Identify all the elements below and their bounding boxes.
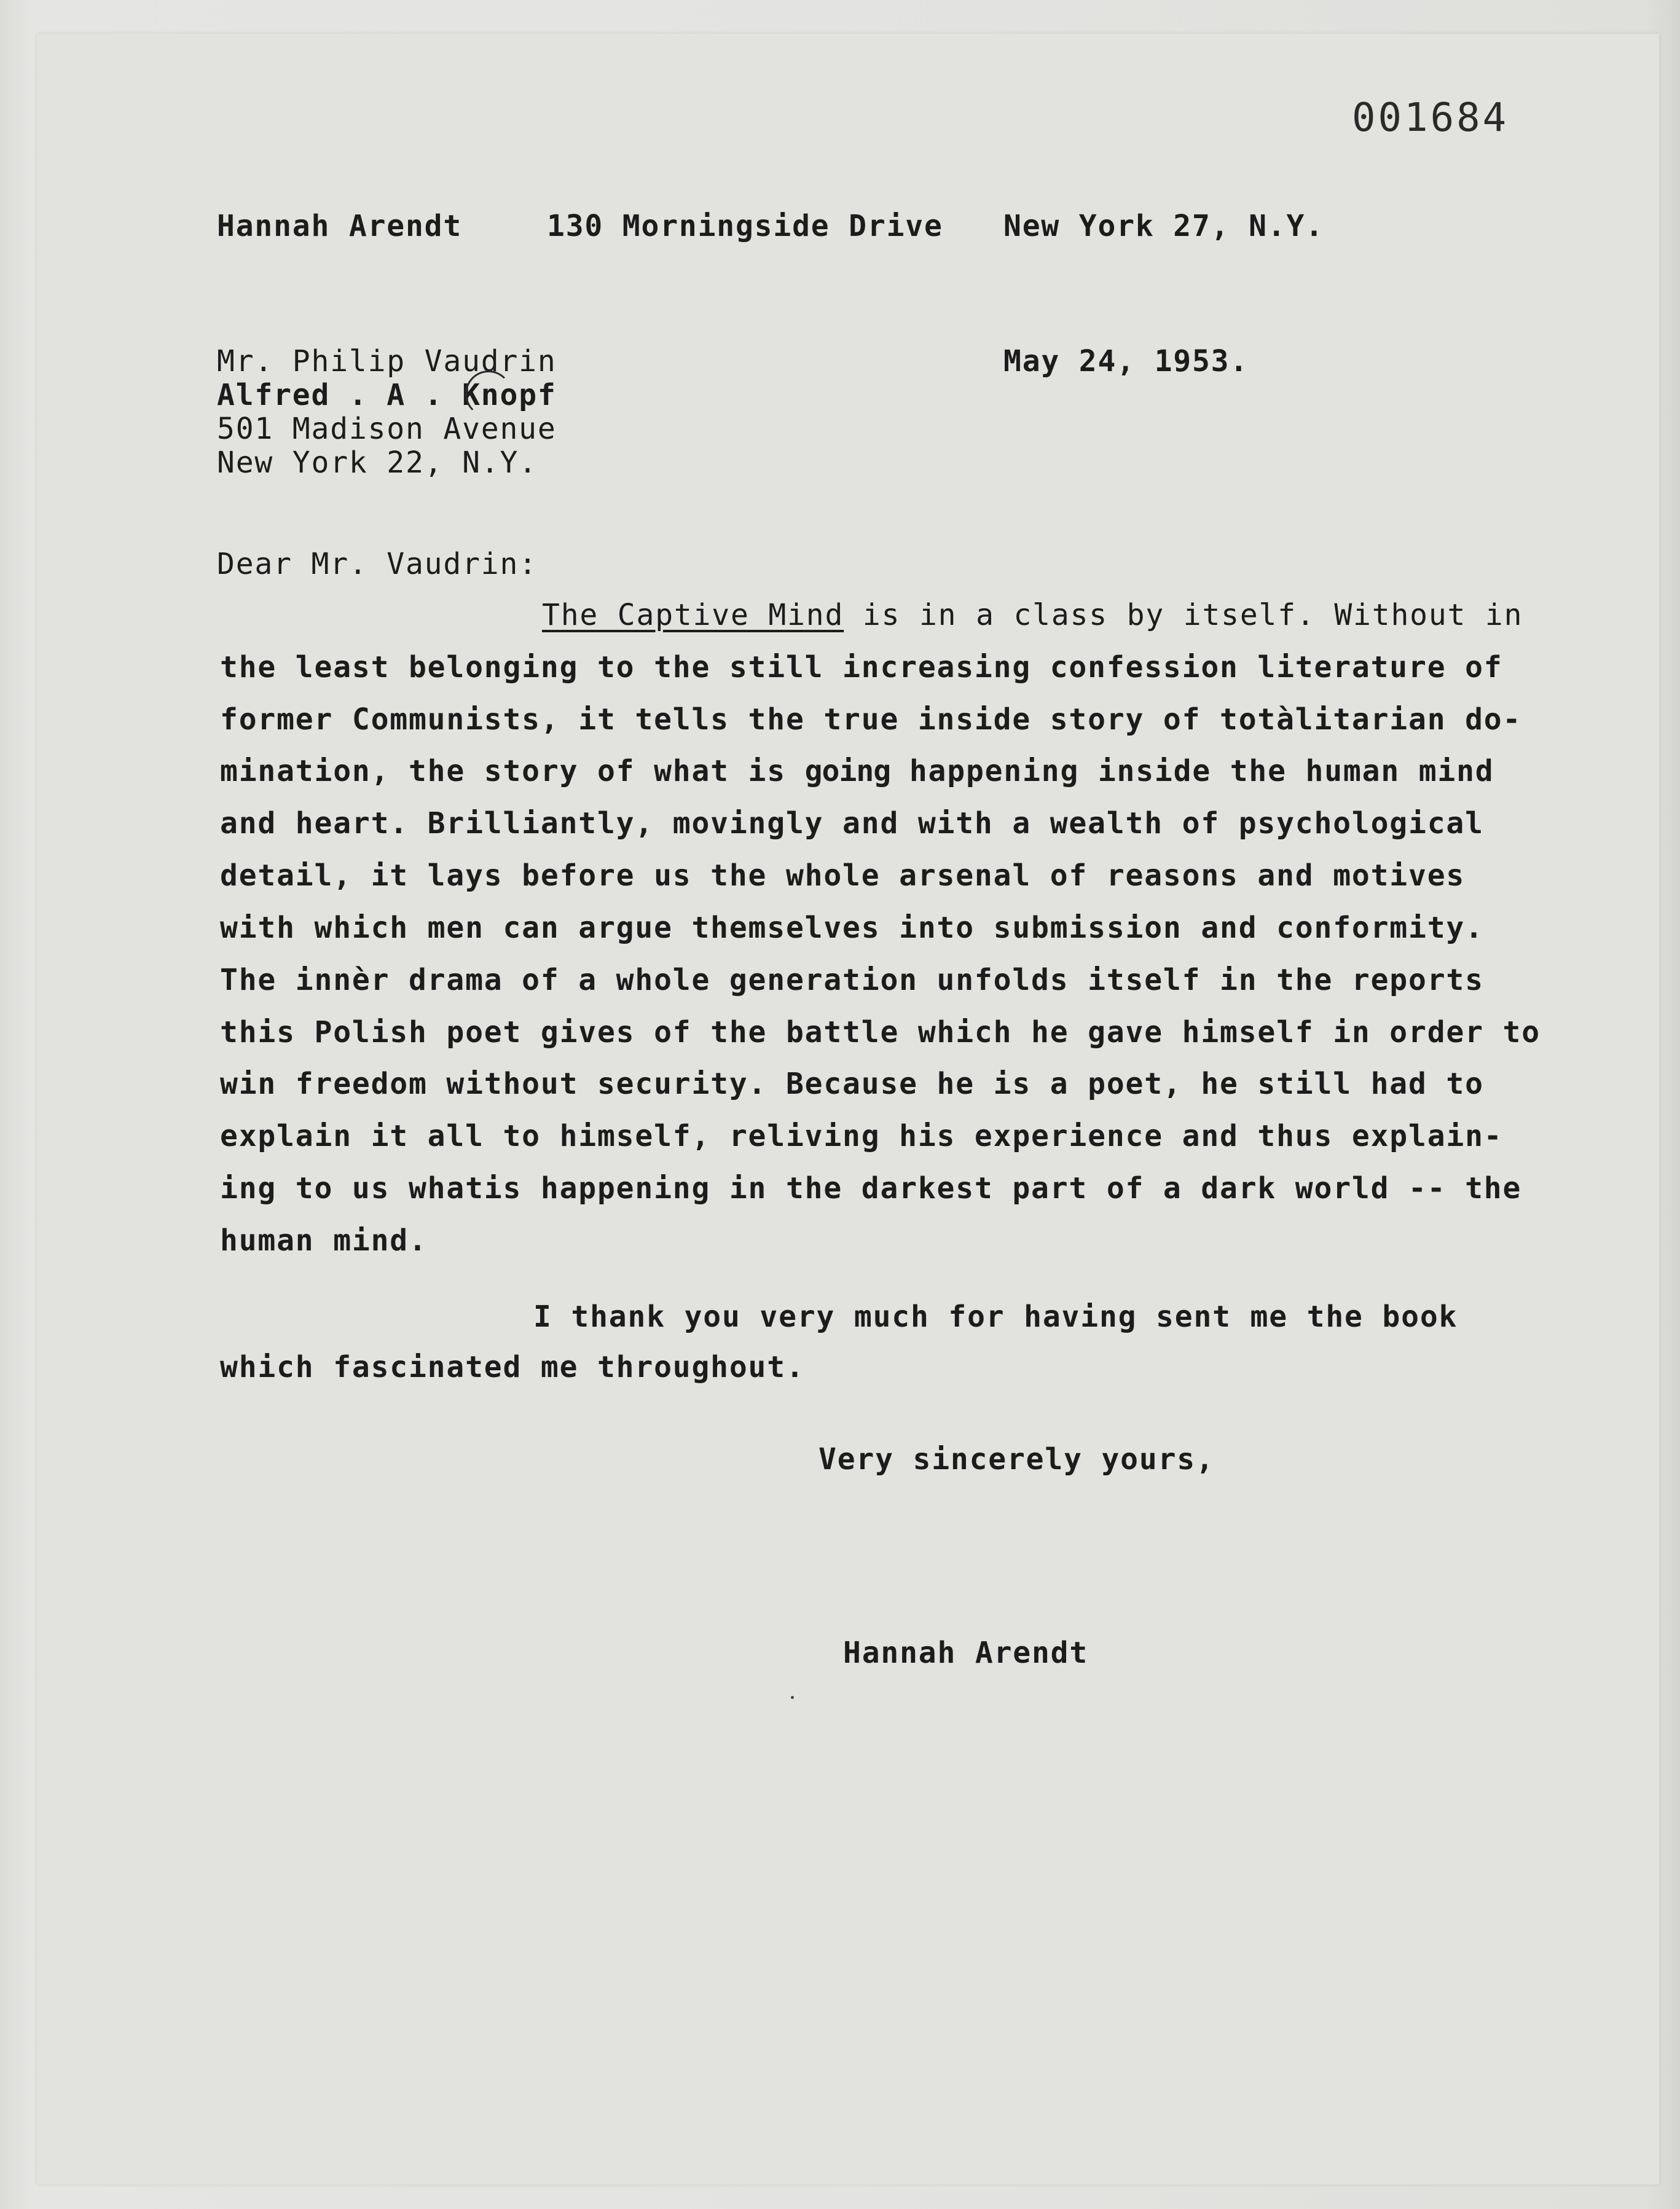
signature-name: Hannah Arendt <box>843 1636 1089 1670</box>
struck-word: going <box>804 754 891 788</box>
recipient-company-name: Knopf <box>462 378 557 412</box>
body-line-4-b: happening inside the human mind <box>890 754 1494 788</box>
paper-speck <box>791 1696 794 1699</box>
thanks-line-2: which fascinated me throughout. <box>220 1350 805 1384</box>
body-line-6: detail, it lays before us the whole arsenal of reasons and motives <box>220 858 1466 893</box>
recipient-company-prefix: Alfred . A . <box>217 378 463 412</box>
letter-sheet <box>37 34 1659 2184</box>
recipient-city: New York 22, N.Y. <box>217 445 538 480</box>
body-line-12: ing to us whatis happening in the darkest part of a dark world -- the <box>220 1171 1522 1206</box>
thanks-line-1: I thank you very much for having sent me the book <box>533 1300 1458 1334</box>
salutation: Dear Mr. Vaudrin: <box>217 547 538 581</box>
pencil-circle-mark <box>465 371 512 417</box>
book-title: The Captive Mind <box>542 598 844 632</box>
body-line-7: with which men can argue themselves into submission and conformity. <box>220 911 1484 945</box>
body-line-13: human mind. <box>220 1223 428 1258</box>
closing: Very sincerely yours, <box>818 1442 1215 1477</box>
letter-date: May 24, 1953. <box>1003 344 1249 379</box>
body-line-4-a: mination, the story of what is <box>220 754 805 788</box>
body-line-11: explain it all to himself, reliving his experience and thus explain- <box>220 1119 1503 1153</box>
body-line-8: The innèr drama of a whole generation unfolds itself in the reports <box>220 963 1484 997</box>
body-line-4 <box>220 754 1494 788</box>
recipient-street: 501 Madison Avenue <box>217 412 557 446</box>
body-line-1-rest: is in a class by itself. Without in <box>844 598 1523 632</box>
letterhead-name: Hannah Arendt <box>217 209 463 243</box>
archive-number: 001684 <box>1352 95 1509 141</box>
body-line-9: this Polish poet gives of the battle which he gave himself in order to <box>220 1015 1541 1050</box>
letterhead-city: New York 27, N.Y. <box>1003 209 1324 243</box>
body-line-5: and heart. Brilliantly, movingly and with a wealth of psychological <box>220 806 1484 841</box>
letterhead-street: 130 Morningside Drive <box>547 209 943 243</box>
recipient-name: Mr. Philip Vaudrin <box>217 344 557 379</box>
body-line-2: the least belonging to the still increasing confession literature of <box>220 650 1503 685</box>
body-line-10: win freedom without security. Because he is a poet, he still had to <box>220 1067 1484 1101</box>
body-line-3: former Communists, it tells the true inside story of totàlitarian do- <box>220 702 1522 737</box>
body-line-1 <box>542 598 1523 632</box>
